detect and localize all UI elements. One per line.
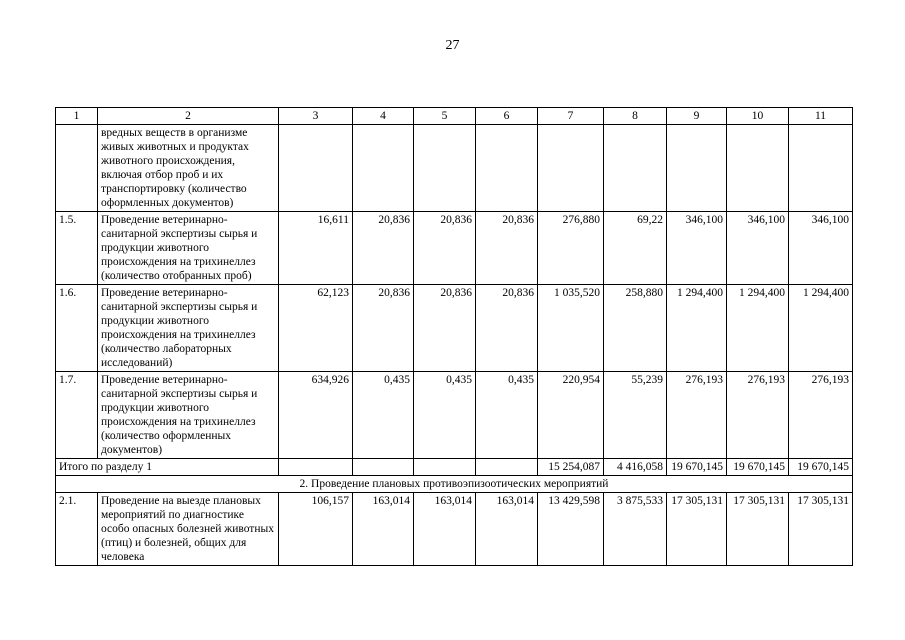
value-cell: 1 294,400 (667, 285, 727, 372)
value-cell: 346,100 (727, 212, 789, 285)
value-cell: 20,836 (414, 285, 476, 372)
table-row (56, 372, 853, 459)
column-number: 6 (476, 108, 538, 125)
total-row (56, 459, 853, 476)
row-number-cell: 1.5. (56, 212, 98, 285)
column-number: 10 (727, 108, 789, 125)
value-cell: 0,435 (414, 372, 476, 459)
total-value-cell: 19 670,145 (789, 459, 853, 476)
column-number: 7 (538, 108, 604, 125)
value-cell: 346,100 (667, 212, 727, 285)
row-number-cell: 1.7. (56, 372, 98, 459)
column-number: 5 (414, 108, 476, 125)
value-cell: 62,123 (279, 285, 353, 372)
data-table (55, 107, 853, 566)
value-cell: 220,954 (538, 372, 604, 459)
total-value-cell (476, 459, 538, 476)
value-cell: 276,193 (789, 372, 853, 459)
value-cell: 20,836 (414, 212, 476, 285)
table-row (56, 125, 853, 212)
section-title: 2. Проведение плановых противоэпизоотических мероприятий (56, 476, 853, 493)
value-cell (727, 125, 789, 212)
value-cell (789, 125, 853, 212)
value-cell (667, 125, 727, 212)
value-cell: 16,611 (279, 212, 353, 285)
value-cell: 55,239 (604, 372, 667, 459)
total-value-cell: 19 670,145 (667, 459, 727, 476)
total-value-cell (414, 459, 476, 476)
description-cell: Проведение ветеринарно-санитарной экспертизы сырья и продукции животного происхождения на трихинеллез (количество лабораторных исследований) (98, 285, 279, 372)
value-cell: 258,880 (604, 285, 667, 372)
table-row (56, 493, 853, 566)
description-cell: Проведение ветеринарно-санитарной экспертизы сырья и продукции животного происхождения на трихинеллез (количество отобранных проб) (98, 212, 279, 285)
value-cell: 276,880 (538, 212, 604, 285)
page-number: 27 (445, 38, 460, 53)
value-cell: 276,193 (667, 372, 727, 459)
value-cell: 17 305,131 (727, 493, 789, 566)
value-cell: 163,014 (414, 493, 476, 566)
value-cell (538, 125, 604, 212)
value-cell (476, 125, 538, 212)
value-cell: 0,435 (353, 372, 414, 459)
description-cell: вредных веществ в организме живых животных и продуктах животного происхождения, включая отбор проб и их транспортировку (количество оформленных документов) (98, 125, 279, 212)
value-cell: 17 305,131 (667, 493, 727, 566)
value-cell: 1 294,400 (727, 285, 789, 372)
value-cell: 1 294,400 (789, 285, 853, 372)
value-cell: 106,157 (279, 493, 353, 566)
value-cell: 1 035,520 (538, 285, 604, 372)
column-number: 8 (604, 108, 667, 125)
section-header-row (56, 476, 853, 493)
description-cell: Проведение на выезде плановых мероприятий по диагностике особо опасных болезней животных (птиц) и болезней, общих для человека (98, 493, 279, 566)
column-number-row (56, 108, 853, 125)
total-value-cell (353, 459, 414, 476)
total-label: Итого по разделу 1 (56, 459, 279, 476)
row-number-cell: 1.6. (56, 285, 98, 372)
value-cell: 20,836 (476, 212, 538, 285)
value-cell (604, 125, 667, 212)
column-number: 2 (98, 108, 279, 125)
value-cell: 346,100 (789, 212, 853, 285)
value-cell: 13 429,598 (538, 493, 604, 566)
value-cell (414, 125, 476, 212)
value-cell: 276,193 (727, 372, 789, 459)
column-number: 11 (789, 108, 853, 125)
value-cell (353, 125, 414, 212)
value-cell (279, 125, 353, 212)
column-number: 3 (279, 108, 353, 125)
value-cell: 20,836 (353, 212, 414, 285)
table-body (56, 108, 853, 566)
table-row (56, 285, 853, 372)
value-cell: 163,014 (476, 493, 538, 566)
total-value-cell: 4 416,058 (604, 459, 667, 476)
value-cell: 20,836 (476, 285, 538, 372)
value-cell: 17 305,131 (789, 493, 853, 566)
column-number: 9 (667, 108, 727, 125)
total-value-cell (279, 459, 353, 476)
value-cell: 20,836 (353, 285, 414, 372)
value-cell: 0,435 (476, 372, 538, 459)
total-value-cell: 15 254,087 (538, 459, 604, 476)
value-cell: 634,926 (279, 372, 353, 459)
row-number-cell (56, 125, 98, 212)
column-number: 1 (56, 108, 98, 125)
value-cell: 69,22 (604, 212, 667, 285)
column-number: 4 (353, 108, 414, 125)
description-cell: Проведение ветеринарно-санитарной экспертизы сырья и продукции животного происхождения на трихинеллез (количество оформленных документов) (98, 372, 279, 459)
row-number-cell: 2.1. (56, 493, 98, 566)
value-cell: 163,014 (353, 493, 414, 566)
table-row (56, 212, 853, 285)
total-value-cell: 19 670,145 (727, 459, 789, 476)
value-cell: 3 875,533 (604, 493, 667, 566)
